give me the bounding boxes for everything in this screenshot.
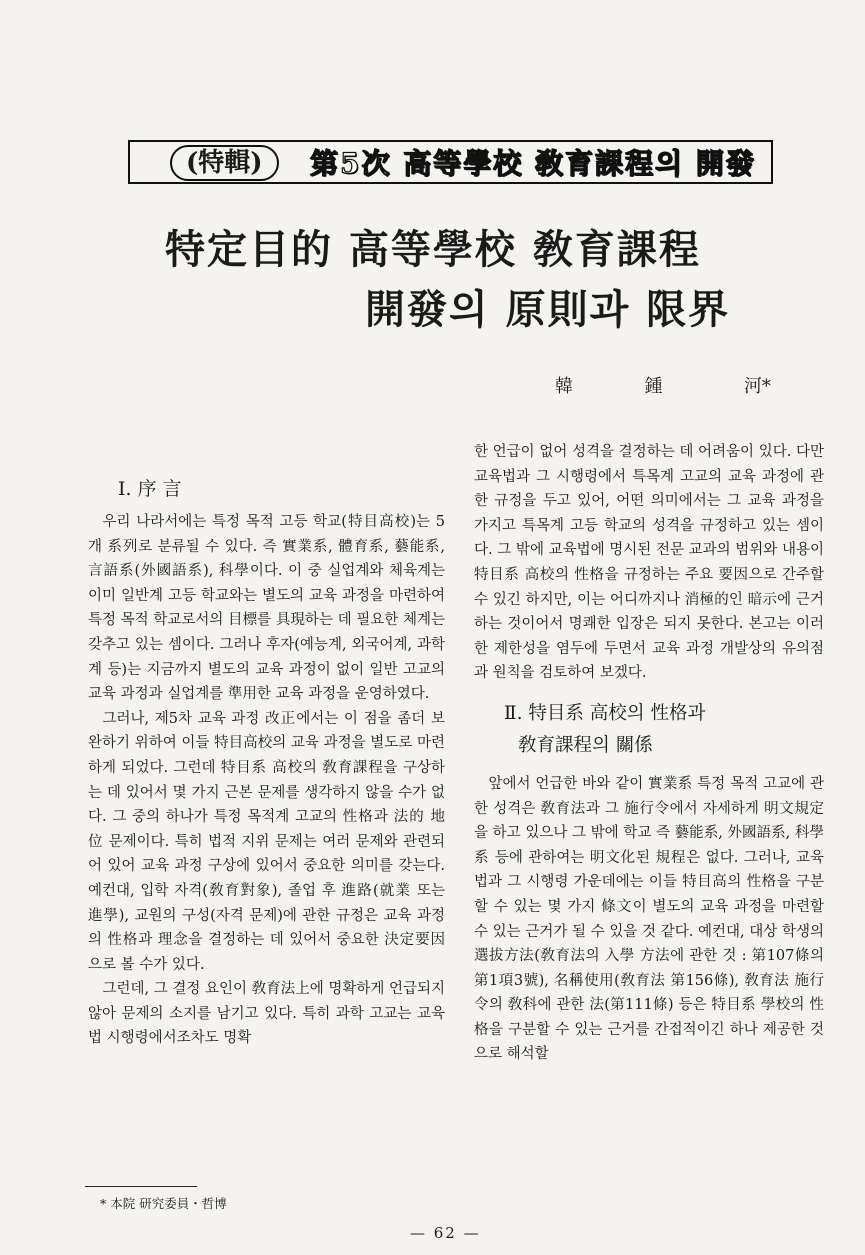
left-column (88, 510, 445, 1051)
special-feature-banner (128, 140, 773, 184)
author-char-3: 河* (743, 376, 771, 397)
author-char-1: 韓 (555, 376, 573, 397)
section-2-heading-line-2: 敎育課程의 關係 (518, 734, 653, 756)
section-2-heading-line-1: Ⅱ. 特目系 高校의 性格과 (504, 702, 706, 724)
author-char-2: 鍾 (644, 376, 663, 397)
special-feature-tag: (特輯) (170, 145, 279, 181)
page-number: — 62 — (410, 1224, 481, 1242)
right-column (474, 440, 824, 1067)
section-1-paragraph-2: 그러나, 제5차 교육 과정 改正에서는 이 점을 좀더 보완하기 위하여 이들 特目高校의 교육 과정을 별도로 마련하게 되었다. 그런데 特目系 高校의 敎育課程을 구상하는 데 있어서 몇 가지 근본 문제를 생각하지 않을 수가 없다. 그 중의 하나가 특정 목적계 고교의 性格과 法的 地位 문제이다. 특히 법적 지위 문제는 여러 문제와 관련되어 있어 교육 과정 구상에 있어서 중요한 의미를 갖는다. 예컨대, 입학 자격(敎育對象), 졸업 후 進路(就業 또는 進學), 교원의 구성(자격 문제)에 관한 규정은 교육 과정의 性格과 理念을 결정하는 데 있어서 중요한 決定要因으로 볼 수가 있다. (88, 710, 445, 973)
series-title: 第5次 高等學校 敎育課程의 開發 (310, 147, 756, 180)
footnote-divider (85, 1186, 197, 1187)
author-name (555, 372, 771, 398)
section-2-heading (504, 698, 824, 762)
section-1-heading: Ⅰ. 序 言 (118, 478, 182, 500)
section-1-paragraph-4: 한 언급이 없어 성격을 결정하는 데 어려움이 있다. 다만 교육법과 그 시행령에서 특목계 고교의 교육 과정에 관한 규정을 두고 있어, 어떤 의미에서는 그 교육 과정을 가지고 특목계 고등 학교의 성격을 규정하고 있는 셈이다. 그 밖에 교육법에 명시된 전문 교과의 범위와 내용이 特目系 高校의 性格을 규정하는 주요 要因으로 간주할 수 있긴 하지만, 이는 어디까지나 消極的인 暗示에 근거하는 것이어서 명쾌한 입장은 되지 못한다. 본고는 이러한 제한성을 염두에 두면서 교육 과정 개발상의 유의점과 원칙을 검토하여 보겠다. (474, 444, 824, 682)
section-2-paragraph-1: 앞에서 언급한 바와 같이 實業系 특정 목적 고교에 관한 성격은 敎育法과 그 施行令에서 자세하게 明文規定을 하고 있으나 그 밖에 학교 즉 藝能系, 外國語系, 科學系 등에 관하여는 明文化된 規程은 없다. 그러나, 교육법과 그 시행령 가운데에는 이들 特目高의 性格을 구분할 수 있는 몇 가지 條文이 별도의 교육 과정을 마련할 수 있는 근거가 될 수 있을 것 같다. 예컨대, 대상 학생의 選拔方法(敎育法의 入學 方法에 관한 것 : 第107條의 第1項3號), 名稱使用(敎育法 第156條), 敎育法 施行令의 敎科에 관한 法(第111條) 등은 特目系 學校의 性格을 구분할 수 있는 근거를 간접적이긴 하나 제공한 것으로 해석할 (474, 775, 824, 1063)
author-footnote: * 本院 研究委員・哲博 (100, 1196, 227, 1211)
section-1-paragraph-1: 우리 나라서에는 특정 목적 고등 학교(特目高校)는 5개 系列로 분류될 수 있다. 즉 實業系, 體育系, 藝能系, 言語系(外國語系), 科學이다. 이 중 실업계와 체육계는 이미 일반계 고등 학교와는 별도의 교육 과정을 마련하여 특정 목적 학교로서의 目標를 具現하는 데 필요한 체계는 갖추고 있는 셈이다. 그러나 후자(예능계, 외국어계, 과학계 등)는 지금까지 별도의 교육 과정이 없이 일반 고교의 교육 과정과 실업계를 準用한 교육 과정을 운영하였다. (88, 514, 445, 703)
section-1-paragraph-3: 그런데, 그 결정 요인이 敎育法上에 명확하게 언급되지 않아 문제의 소지를 남기고 있다. 특히 과학 고교는 교육법 시행령에서조차도 명확 (88, 981, 445, 1047)
article-title-line-2: 開發의 原則과 限界 (365, 286, 731, 333)
article-title-line-1: 特定目的 高等學校 敎育課程 (165, 226, 701, 273)
